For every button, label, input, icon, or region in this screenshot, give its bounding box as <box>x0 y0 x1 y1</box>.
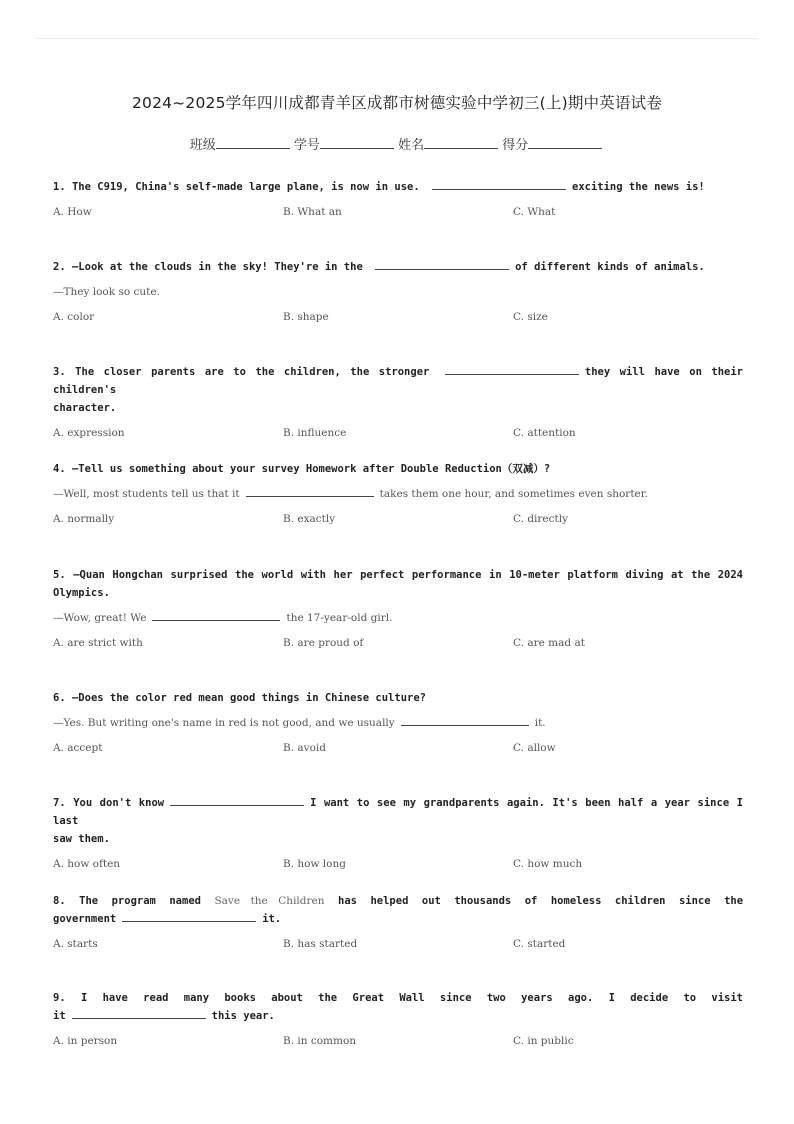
question-stem: 4. —Tell us something about your survey Homework after Double Reduction（双减）? <box>53 463 551 475</box>
option-a[interactable]: A. accept <box>53 742 103 754</box>
question-stem: 1. The C919, China's self-made large plane, is now in use. exciting the news is! <box>53 178 743 196</box>
question-9 <box>53 989 743 1050</box>
option-b[interactable]: B. are proud of <box>283 637 364 649</box>
option-a[interactable]: A. normally <box>53 513 115 525</box>
option-c[interactable]: C. size <box>513 311 548 323</box>
score-field: 得分 <box>502 134 604 153</box>
question-8 <box>53 892 743 953</box>
dialog-line: —Well, most students tell us that it takes them one hour, and sometimes even shorter. <box>53 485 743 503</box>
name-field: 姓名 <box>398 134 500 153</box>
option-c[interactable]: C. in public <box>513 1035 574 1047</box>
options-row <box>53 1032 743 1050</box>
question-stem: 6. —Does the color red mean good things in Chinese culture? <box>53 692 426 704</box>
answer-blank[interactable] <box>445 363 579 375</box>
option-a[interactable]: A. how often <box>53 858 121 870</box>
name-blank[interactable] <box>424 136 498 149</box>
option-b[interactable]: B. exactly <box>283 513 336 525</box>
question-5 <box>53 566 743 652</box>
option-b[interactable]: B. has started <box>283 938 358 950</box>
option-b[interactable]: B. in common <box>283 1035 357 1047</box>
option-a[interactable]: A. starts <box>53 938 98 950</box>
options-row <box>53 739 743 757</box>
option-c[interactable]: C. how much <box>513 858 583 870</box>
answer-blank[interactable] <box>432 178 566 190</box>
question-3 <box>53 363 743 442</box>
options-row <box>53 634 743 652</box>
question-stem: 2. —Look at the clouds in the sky! They're in the of different kinds of animals. <box>53 258 743 276</box>
question-2 <box>53 258 743 326</box>
question-stem: 3. The closer parents are to the children, the stronger they will have on their children's character. <box>53 363 743 417</box>
student-number-blank[interactable] <box>320 136 394 149</box>
option-c[interactable]: C. started <box>513 938 566 950</box>
option-b[interactable]: B. shape <box>283 311 329 323</box>
dialog-line: —Wow, great! We the 17-year-old girl. <box>53 609 743 627</box>
question-stem: 9. I have read many books about the Great Wall since two years ago. I decide to visit it this year. <box>53 992 743 1022</box>
options-row <box>53 510 743 528</box>
question-6 <box>53 689 743 757</box>
option-c[interactable]: C. What <box>513 206 556 218</box>
options-row <box>53 424 743 442</box>
option-b[interactable]: B. influence <box>283 427 347 439</box>
question-stem: 5. —Quan Hongchan surprised the world with her perfect performance in 10-meter platform diving at the 2024 Olympics. <box>53 569 743 599</box>
page-title: 2024~2025学年四川成都青羊区成都市树德实验中学初三(上)期中英语试卷 <box>131 94 663 112</box>
score-blank[interactable] <box>528 136 602 149</box>
answer-blank[interactable] <box>170 794 304 806</box>
option-b[interactable]: B. avoid <box>283 742 326 754</box>
answer-blank[interactable] <box>246 485 374 497</box>
class-field: 班级 <box>190 134 292 153</box>
question-stem: 8. The program named Save the Children has helped out thousands of homeless children since the government it. <box>53 895 744 925</box>
option-c[interactable]: C. allow <box>513 742 556 754</box>
answer-blank[interactable] <box>375 258 509 270</box>
class-blank[interactable] <box>216 136 290 149</box>
option-a[interactable]: A. are strict with <box>53 637 143 649</box>
option-a[interactable]: A. How <box>53 206 92 218</box>
option-a[interactable]: A. color <box>53 311 95 323</box>
option-b[interactable]: B. how long <box>283 858 346 870</box>
options-row <box>53 855 743 873</box>
option-b[interactable]: B. What an <box>283 206 342 218</box>
options-row <box>53 935 743 953</box>
student-number-field: 学号 <box>294 134 396 153</box>
question-7 <box>53 794 743 873</box>
question-1 <box>53 178 743 221</box>
question-4 <box>53 460 743 528</box>
option-c[interactable]: C. are mad at <box>513 637 585 649</box>
dialog-line: —They look so cute. <box>53 286 160 298</box>
option-c[interactable]: C. directly <box>513 513 569 525</box>
answer-blank[interactable] <box>152 609 280 621</box>
answer-blank[interactable] <box>401 714 529 726</box>
answer-blank[interactable] <box>122 910 256 922</box>
student-info-row <box>0 134 794 153</box>
option-a[interactable]: A. expression <box>53 427 125 439</box>
option-c[interactable]: C. attention <box>513 427 576 439</box>
options-row <box>53 308 743 326</box>
options-row <box>53 203 743 221</box>
option-a[interactable]: A. in person <box>53 1035 118 1047</box>
top-divider <box>36 38 758 39</box>
question-stem: 7. You don't know I want to see my grandparents again. It's been half a year since I last saw them. <box>53 794 743 848</box>
dialog-line: —Yes. But writing one's name in red is not good, and we usually it. <box>53 714 743 732</box>
answer-blank[interactable] <box>72 1007 206 1019</box>
